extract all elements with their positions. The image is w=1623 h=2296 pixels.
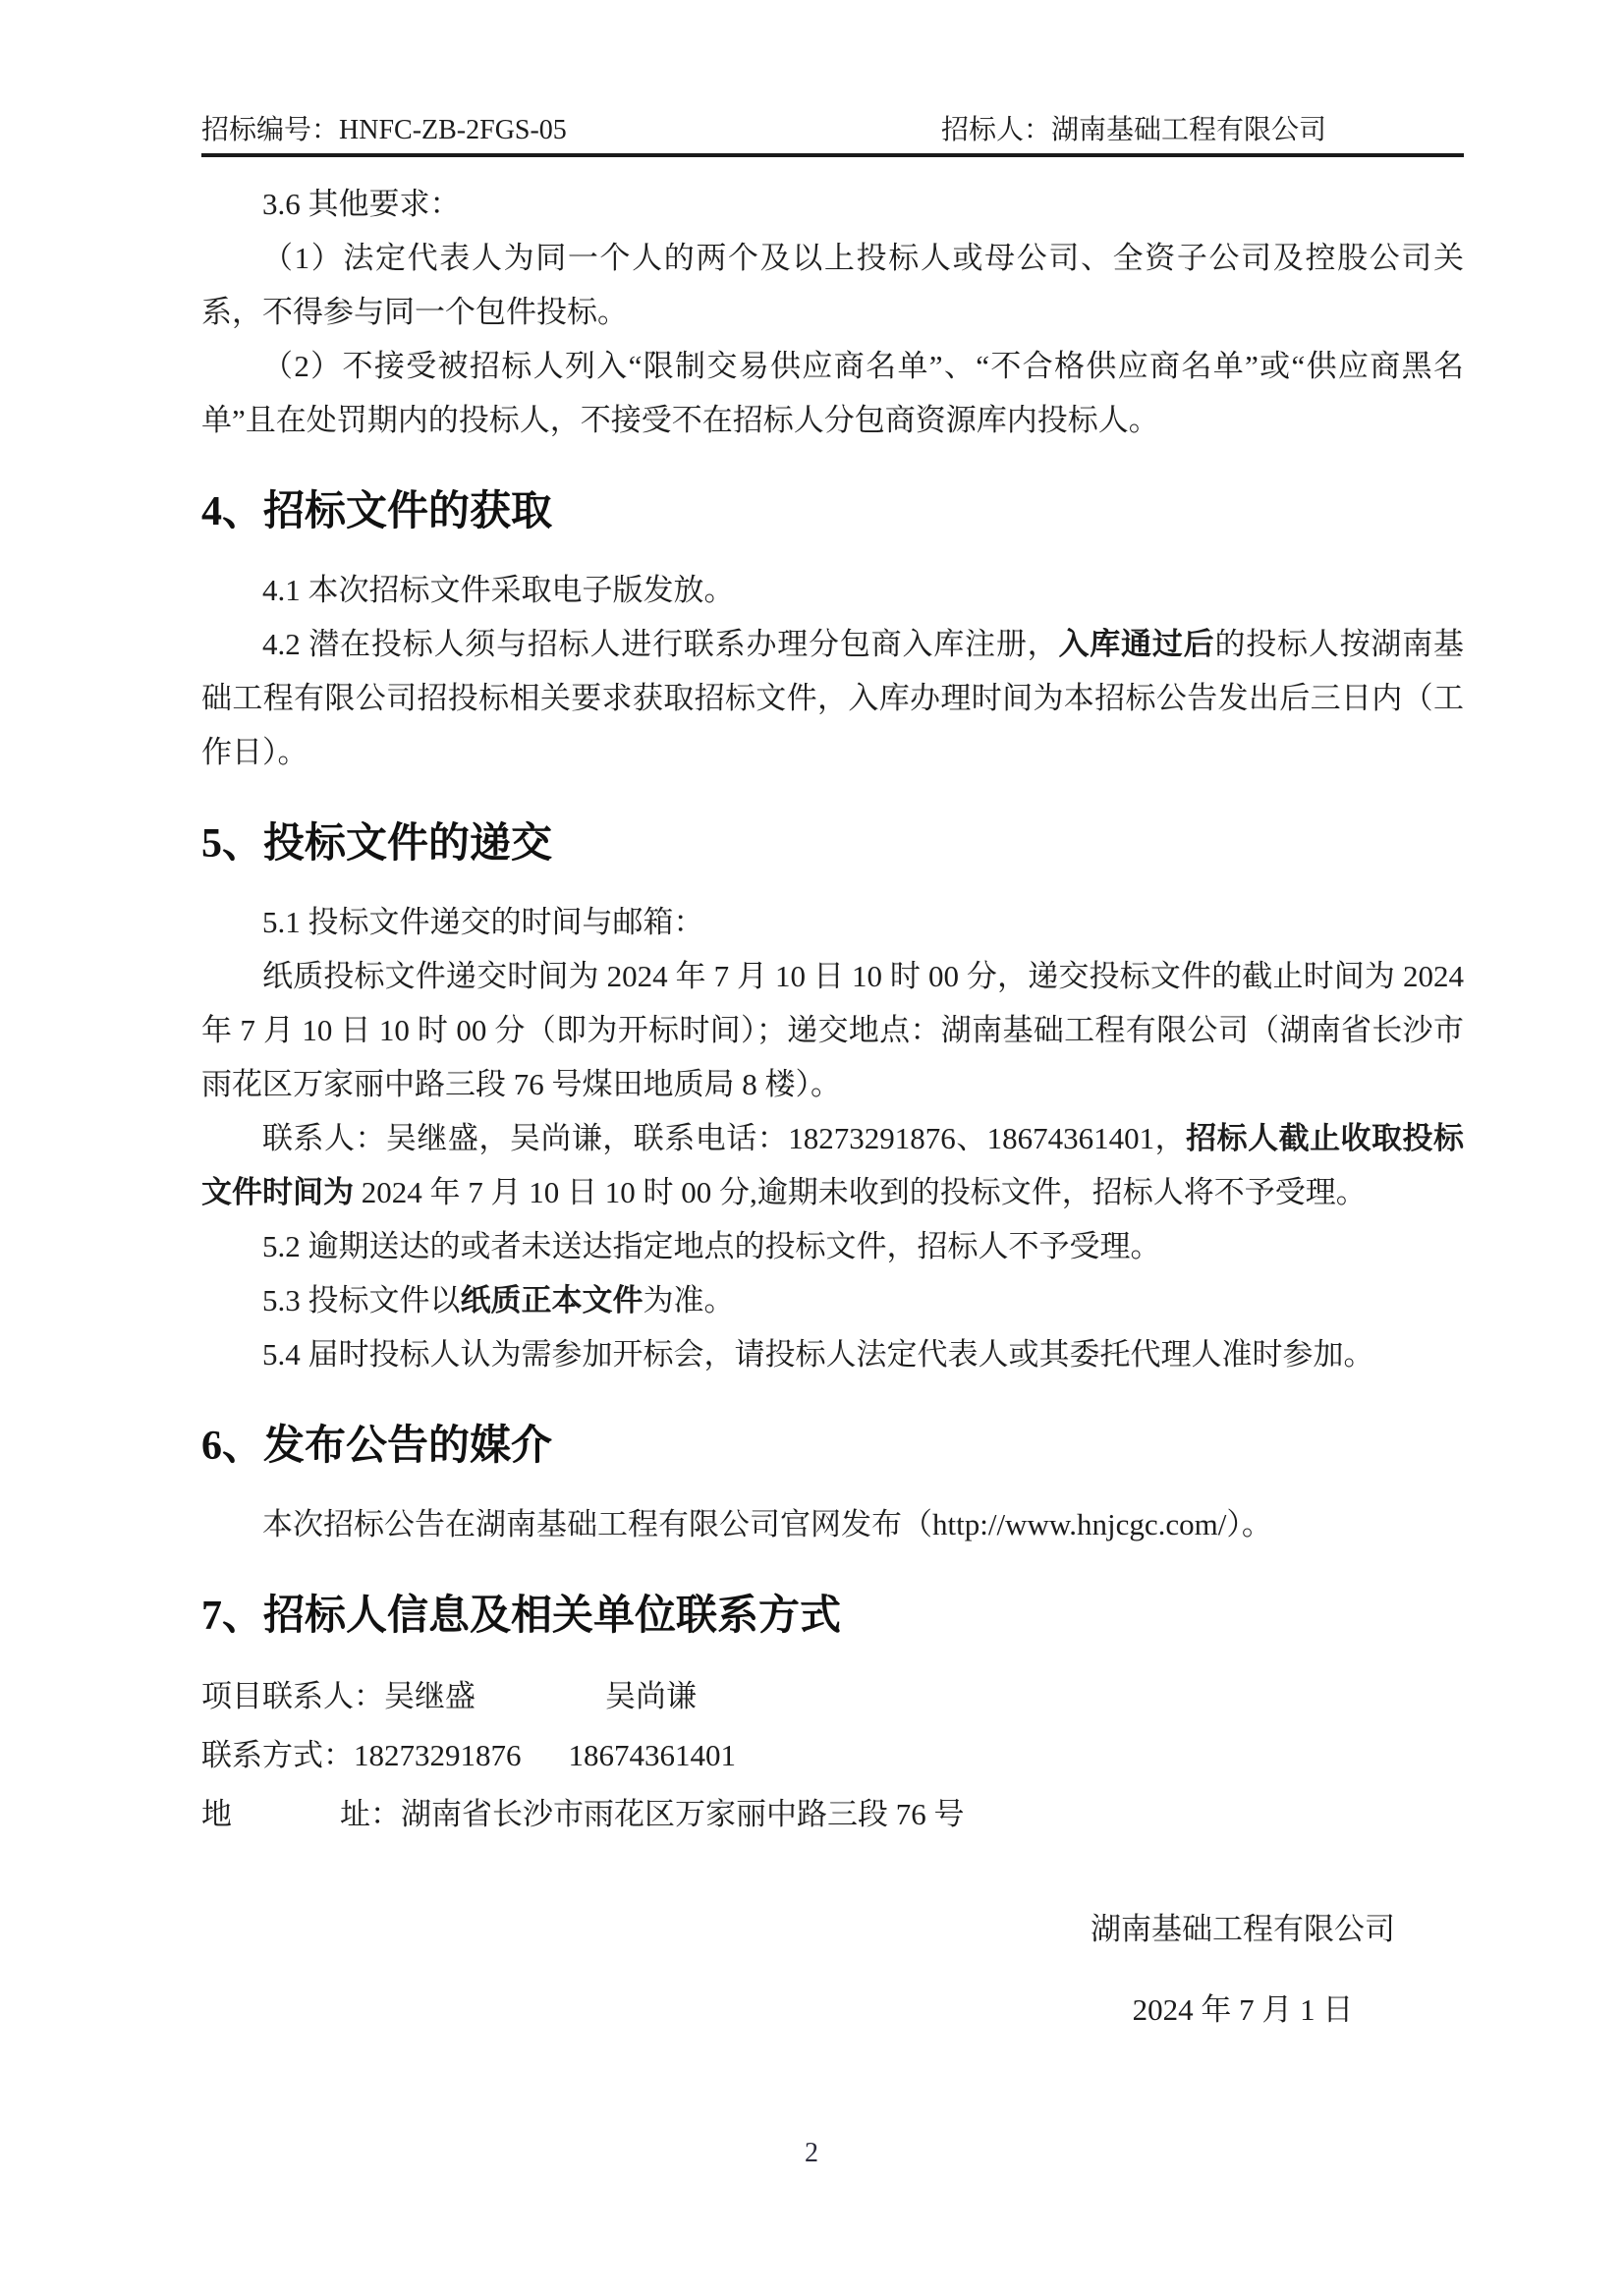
page-header (201, 112, 1464, 157)
contact-address-label-1: 地 (201, 1797, 232, 1831)
para-item-1: （1）法定代表人为同一个人的两个及以上投标人或母公司、全资子公司及控股公司关系，不得参与同一个包件投标。 (201, 241, 1464, 329)
section-6-heading: 6、发布公告的媒介 (201, 1424, 553, 1469)
para-3-6: 3.6 其他要求： (262, 187, 461, 221)
contact-phone-2: 18674361401 (568, 1738, 736, 1772)
para-5-3-post: 为准。 (643, 1283, 735, 1317)
section-4-heading: 4、招标文件的获取 (201, 489, 553, 534)
para-website: 本次招标公告在湖南基础工程有限公司官网发布（http://www.hnjcgc.com/）。 (262, 1507, 1272, 1541)
para-contact-post: 2024 年 7 月 10 日 10 时 00 分,逾期未收到的投标文件，招标人将不予受理。 (354, 1175, 1367, 1209)
para-4-2-post: 的投标人按湖南基础工程有限公司招投标相关要求获取招标文件，入库办理时间为本招标公告发出后三日内（工作日）。 (201, 627, 1465, 769)
signature-date: 2024 年 7 月 1 日 (1132, 1992, 1354, 2027)
contact-person-name-1: 吴继盛 (384, 1679, 476, 1713)
tender-number: 招标编号：HNFC-ZB-2FGS-05 (201, 115, 567, 145)
para-item-2: （2）不接受被招标人列入“限制交易供应商名单”、“不合格供应商名单”或“供应商黑名单”且在处罚期内的投标人，不接受不在招标人分包商资源库内投标人。 (201, 349, 1464, 437)
para-5-4: 5.4 届时投标人认为需参加开标会，请投标人法定代表人或其委托代理人准时参加。 (262, 1337, 1374, 1372)
contact-phone-label: 联系方式： (201, 1738, 354, 1772)
para-5-3-bold: 纸质正本文件 (460, 1283, 644, 1317)
para-5-2: 5.2 逾期送达的或者未送达指定地点的投标文件，招标人不予受理。 (262, 1229, 1161, 1263)
para-contact (201, 1111, 1464, 1219)
para-4-2-pre: 4.2 潜在投标人须与招标人进行联系办理分包商入库注册， (262, 627, 1059, 661)
para-4-2-bold: 入库通过后 (1058, 627, 1215, 661)
signature-company: 湖南基础工程有限公司 (1091, 1912, 1395, 1946)
para-delivery: 纸质投标文件递交时间为 2024 年 7 月 10 日 10 时 00 分，递交投标文件的截止时间为 2024 年 7 月 10 日 10 时 00 分（即为开标时间）；递交地点：湖南基础工程有限公司（湖南省长沙市雨花区万家丽中路三段 76 号煤田地质局 8 楼）。 (201, 959, 1464, 1101)
tenderer-name: 招标人：湖南基础工程有限公司 (940, 115, 1326, 145)
contact-address-label-2: 址： (340, 1797, 401, 1831)
contact-person-label: 项目联系人： (201, 1679, 384, 1713)
page-number: 2 (805, 2138, 818, 2168)
contact-address-value: 湖南省长沙市雨花区万家丽中路三段 76 号 (401, 1797, 965, 1831)
contact-person-name-2: 吴尚谦 (605, 1679, 697, 1713)
para-contact-bold: 招标人截止收取投标文件时间为 (201, 1121, 1465, 1209)
contact-phone-row (201, 1726, 1464, 1785)
para-5-3 (201, 1273, 1464, 1327)
contact-address-row (201, 1785, 1464, 1844)
document-body (201, 177, 1464, 2050)
para-contact-pre: 联系人：吴继盛，吴尚谦，联系电话：18273291876、18674361401， (262, 1121, 1187, 1155)
para-5-1: 5.1 投标文件递交的时间与邮箱： (262, 905, 704, 939)
contact-phone-1: 18273291876 (354, 1738, 522, 1772)
contact-person-row (201, 1667, 1464, 1726)
signature-block (1086, 1889, 1400, 2050)
para-5-3-pre: 5.3 投标文件以 (262, 1283, 461, 1317)
para-4-2 (201, 617, 1464, 779)
para-4-1: 4.1 本次招标文件采取电子版发放。 (262, 573, 735, 607)
section-5-heading: 5、投标文件的递交 (201, 821, 553, 867)
section-7-heading: 7、招标人信息及相关单位联系方式 (201, 1594, 842, 1639)
